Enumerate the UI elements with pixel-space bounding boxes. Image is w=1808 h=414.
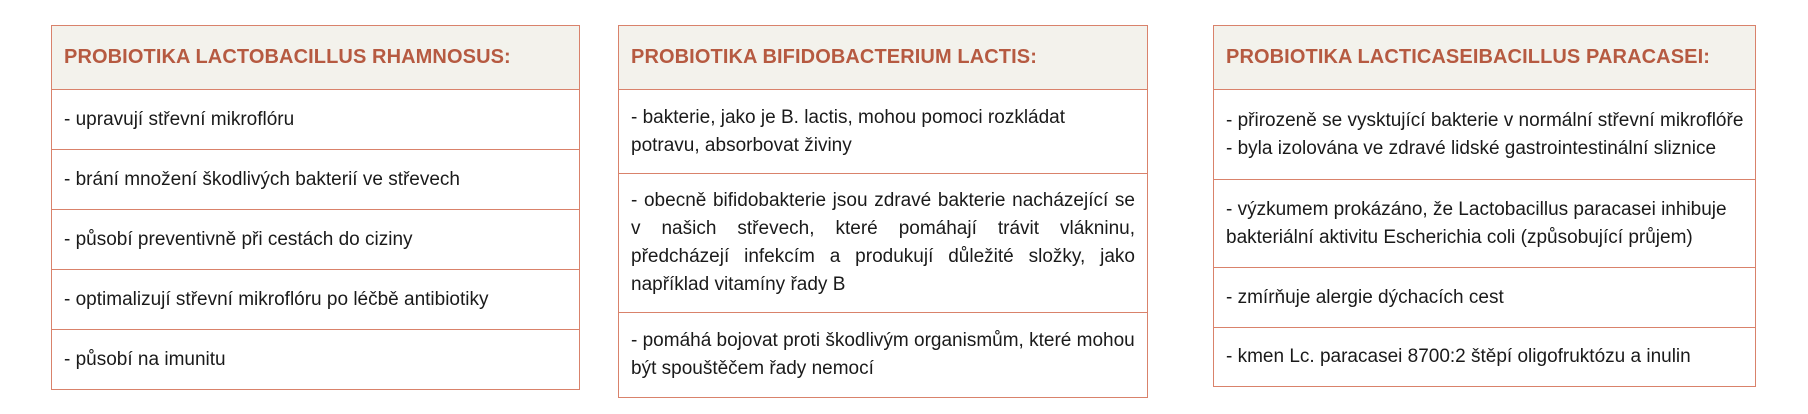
card-title: PROBIOTIKA LACTOBACILLUS RHAMNOSUS: — [64, 46, 511, 68]
list-item — [1214, 90, 1755, 180]
card-title: PROBIOTIKA BIFIDOBACTERIUM LACTIS: — [631, 46, 1037, 68]
list-item-text: - optimalizují střevní mikroflóru po léčbě antibiotiky — [64, 288, 489, 310]
card-bifidobacterium-lactis — [618, 25, 1148, 398]
list-item — [619, 174, 1147, 313]
list-item-text: - působí na imunitu — [64, 348, 226, 370]
list-item-text: - obecně bifidobakterie jsou zdravé bakterie nacházející se v našich střevech, které pomáhají trávit vlákninu, předcházejí infekcím a produkují důležité složky, jako například vitamíny řady B — [631, 190, 1135, 295]
list-item-text: - přirozeně se vysktující bakterie v normální střevní mikroflóře — [1226, 109, 1744, 131]
list-item-text: - výzkumem prokázáno, že Lactobacillus paracasei inhibuje bakteriální aktivitu Escherichia coli (způsobující průjem) — [1226, 198, 1727, 248]
card-lacticaseibacillus-paracasei — [1213, 25, 1756, 387]
card-header — [1214, 26, 1755, 90]
list-item — [1214, 268, 1755, 328]
list-item-text: - pomáhá bojovat proti škodlivým organismům, které mohou být spouštěčem řady nemocí — [631, 330, 1135, 379]
list-item — [52, 150, 579, 210]
list-item — [52, 270, 579, 330]
list-item — [52, 90, 579, 150]
card-lactobacillus-rhamnosus — [51, 25, 580, 390]
card-header — [619, 26, 1147, 90]
card-title: PROBIOTIKA LACTICASEIBACILLUS PARACASEI: — [1226, 46, 1710, 68]
list-item-text: - působí preventivně při cestách do ciziny — [64, 228, 413, 250]
list-item-text: - brání množení škodlivých bakterií ve střevech — [64, 168, 461, 190]
list-item — [1214, 328, 1755, 386]
list-item — [619, 90, 1147, 174]
list-item — [619, 313, 1147, 397]
list-item-text: - byla izolována ve zdravé lidské gastrointestinální sliznice — [1226, 137, 1717, 159]
list-item-text: - upravují střevní mikroflóru — [64, 108, 295, 130]
list-item — [1214, 180, 1755, 268]
list-item-text: - kmen Lc. paracasei 8700:2 štěpí oligofruktózu a inulin — [1226, 346, 1691, 367]
list-item — [52, 210, 579, 270]
list-item — [52, 330, 579, 389]
list-item-text: - zmírňuje alergie dýchacích cest — [1226, 286, 1504, 308]
list-item-text: - bakterie, jako je B. lactis, mohou pomoci rozkládat potravu, absorbovat živiny — [631, 106, 1066, 156]
card-header — [52, 26, 579, 90]
